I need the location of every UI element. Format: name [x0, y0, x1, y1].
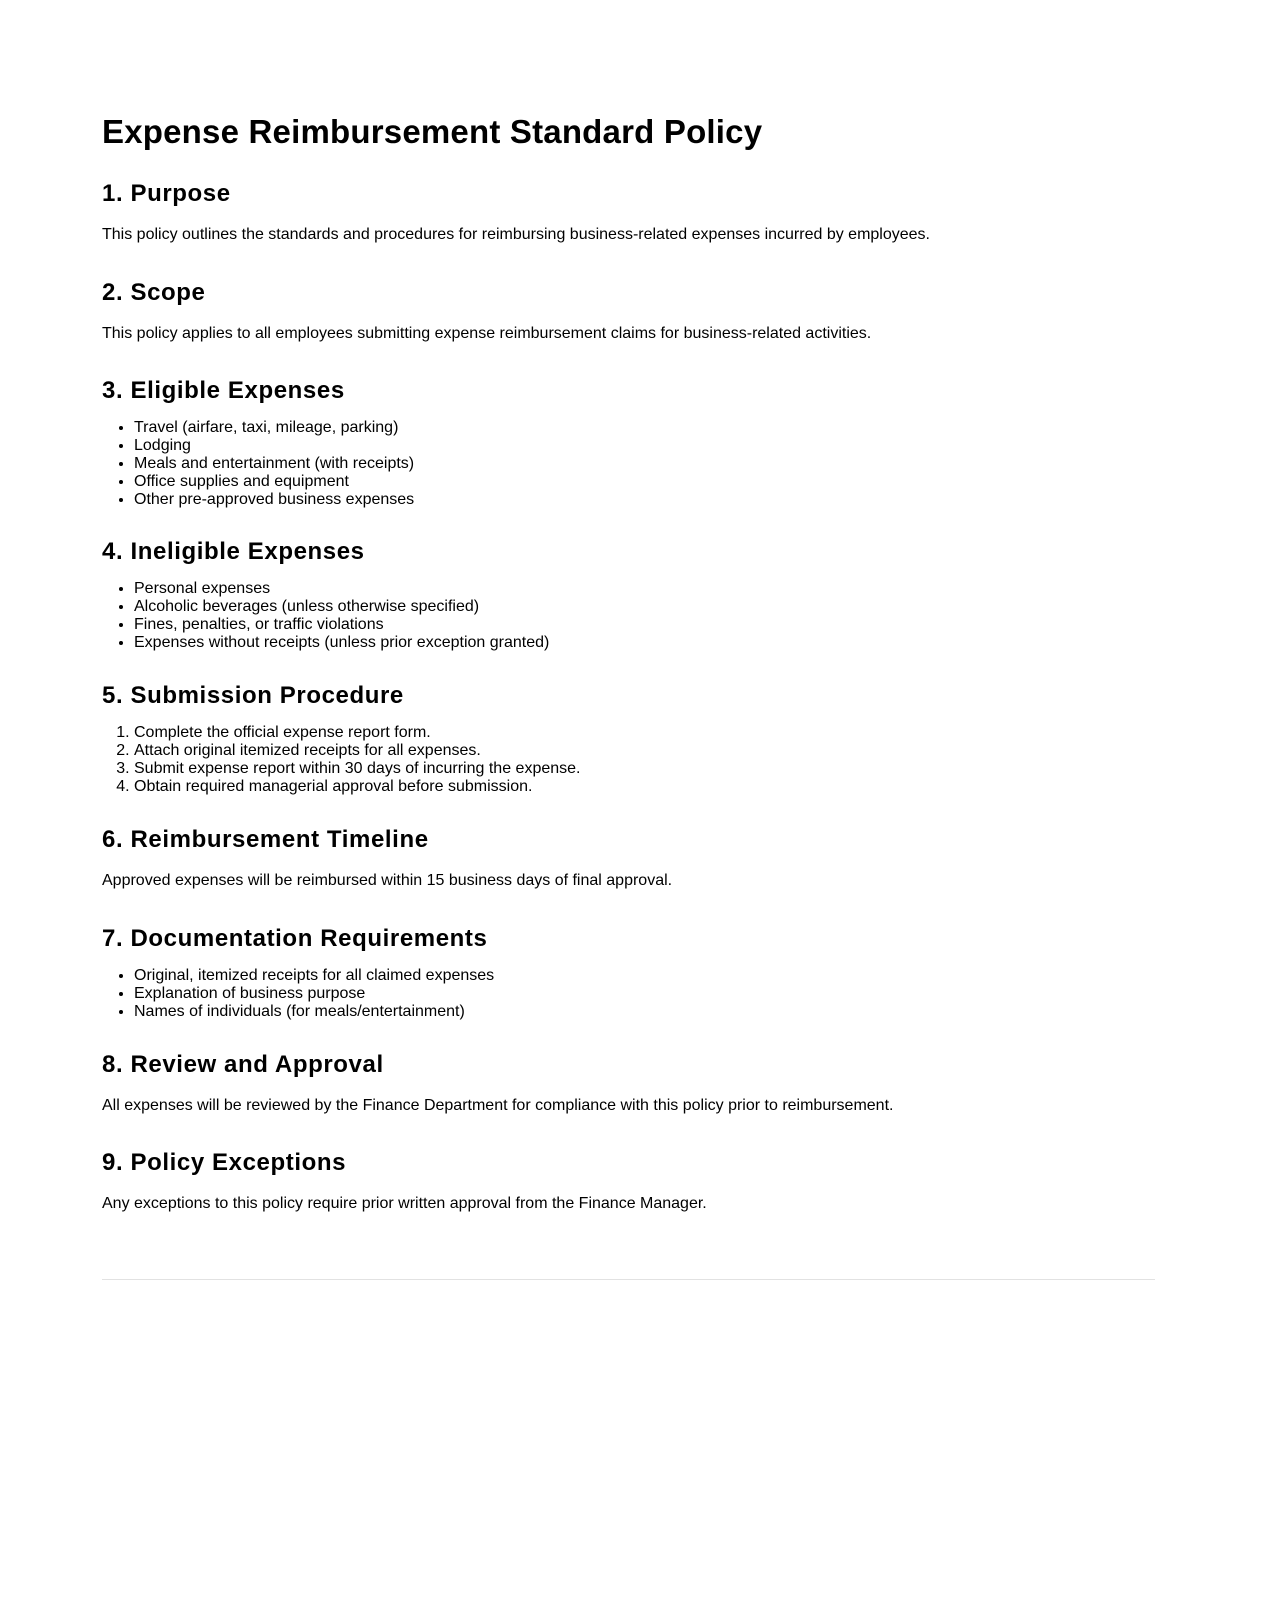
section-purpose	[102, 180, 1155, 243]
section-heading: 6. Reimbursement Timeline	[102, 826, 429, 853]
section-ineligible-expenses	[102, 538, 1155, 651]
list-item: • Names of individuals (for meals/entertainment)	[134, 1003, 494, 1021]
ineligible-expenses-list	[102, 580, 549, 652]
eligible-expenses-list	[102, 419, 414, 509]
section-heading: 3. Eligible Expenses	[102, 377, 345, 404]
section-paragraph: This policy outlines the standards and procedures for reimbursing business-related expenses incurred by employees.	[102, 226, 930, 243]
section-heading: 1. Purpose	[102, 180, 231, 207]
list-item: 4. Obtain required managerial approval before submission.	[134, 778, 580, 796]
documentation-list	[102, 967, 494, 1021]
list-item: • Expenses without receipts (unless prior exception granted)	[134, 634, 549, 652]
section-paragraph: Approved expenses will be reimbursed within 15 business days of final approval.	[102, 872, 673, 889]
list-item: • Personal expenses	[134, 580, 549, 598]
list-item: 3. Submit expense report within 30 days of incurring the expense.	[134, 760, 580, 778]
list-item: 1. Complete the official expense report form.	[134, 724, 580, 742]
list-item: • Original, itemized receipts for all claimed expenses	[134, 967, 494, 985]
page-title: Expense Reimbursement Standard Policy	[102, 113, 763, 150]
section-heading: 9. Policy Exceptions	[102, 1149, 347, 1176]
section-paragraph: This policy applies to all employees submitting expense reimbursement claims for business-related activities.	[102, 325, 872, 342]
section-policy-exceptions	[102, 1149, 1155, 1212]
section-heading: 2. Scope	[102, 279, 206, 306]
list-item: • Meals and entertainment (with receipts)	[134, 455, 414, 473]
list-item: • Alcoholic beverages (unless otherwise specified)	[134, 598, 549, 616]
section-reimbursement-timeline	[102, 826, 1155, 889]
section-heading: 8. Review and Approval	[102, 1051, 384, 1078]
list-item: • Other pre-approved business expenses	[134, 491, 414, 509]
list-item: • Explanation of business purpose	[134, 985, 494, 1003]
section-review-approval	[102, 1051, 1155, 1114]
list-item: 2. Attach original itemized receipts for all expenses.	[134, 742, 580, 760]
section-heading: 4. Ineligible Expenses	[102, 538, 365, 565]
list-item: • Office supplies and equipment	[134, 473, 414, 491]
submission-steps-list	[102, 724, 580, 796]
section-eligible-expenses	[102, 377, 1155, 508]
list-item: • Lodging	[134, 437, 414, 455]
section-paragraph: Any exceptions to this policy require prior written approval from the Finance Manager.	[102, 1195, 707, 1212]
list-item: • Fines, penalties, or traffic violations	[134, 616, 549, 634]
list-item: • Travel (airfare, taxi, mileage, parking)	[134, 419, 414, 437]
section-heading: 5. Submission Procedure	[102, 682, 404, 709]
section-scope	[102, 279, 1155, 342]
section-heading: 7. Documentation Requirements	[102, 925, 488, 952]
section-documentation-requirements	[102, 925, 1155, 1020]
section-submission-procedure	[102, 682, 1155, 795]
section-paragraph: All expenses will be reviewed by the Finance Department for compliance with this policy prior to reimbursement.	[102, 1097, 894, 1114]
footer-divider	[102, 1279, 1155, 1280]
